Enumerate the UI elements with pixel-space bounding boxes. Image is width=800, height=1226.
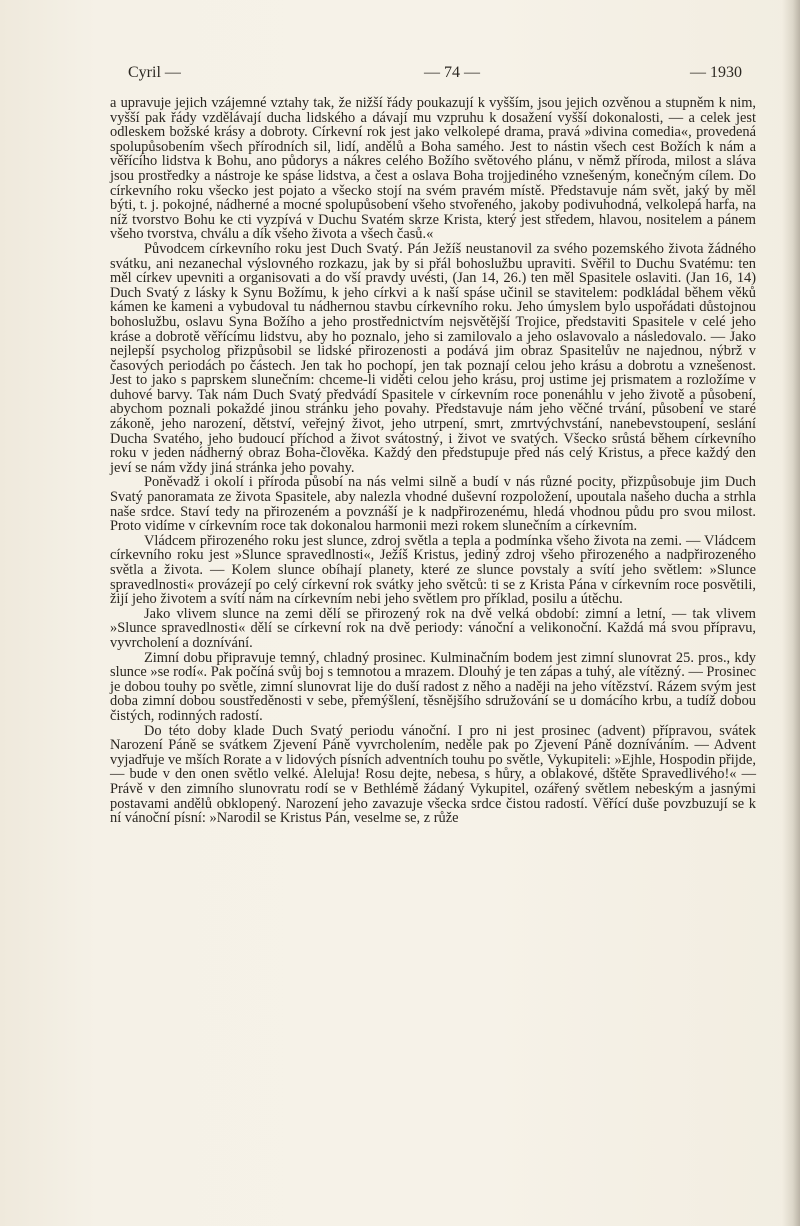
paragraph: Jako vlivem slunce na zemi dělí se přirozený rok na dvě velká období: zimní a letní, — tak vlivem »Slunce spravedlnosti« dělí se církevní rok na dvě periody: vánoční a velikonoční. Každá má svou přípravu, vyvrcholení a doznívání.	[110, 605, 756, 651]
running-header	[128, 64, 742, 86]
paragraph: Vládcem přirozeného roku jest slunce, zdroj světla a tepla a podmínka všeho života na zemi. — Vládcem církevního roku jest »Slunce spravedlnosti«, Ježíš Kristus, jediný zdroj všeho přirozeného a nadpřirozeného světla a života. — Kolem slunce obíhají planety, které ze slunce povstaly a svítí jeho světlem: »Slunce spravedlnosti« provázejí po celý církevní rok svátky jeho světců: ti se z Krista Pána v církevním roce posvětili, žijí jeho životem a svítí nám na církevním nebi jeho světlem pro příklad, posilu a útěchu.	[110, 532, 756, 608]
paragraph: Do této doby klade Duch Svatý periodu vánoční. I pro ni jest prosinec (advent) přípravou, svátek Narození Páně se svátkem Zjevení Páně vyvrcholením, neděle pak po Zjevení Páně dozníváním. — Advent vyjadřuje ve mších Rorate a v lidových písních adventních touhu po světle, Vykupiteli: »Ejhle, Hospodin přijde, — bude v den onen světlo velké. Aleluja! Rosu dejte, nebesa, s hůry, a oblakové, dštěte Spravedlivého!« — Právě v den zimního slunovratu rodí se v Bethlémě žádaný Vykupitel, ozářený světlem nebeským a jasnými postavami andělů obklopený. Narození jeho zavazuje všecka srdce čistou radostí. Věřící duše povzbuzují se k ní vánoční písní: »Narodil se Kristus Pán, veselme se, z růže	[110, 722, 756, 827]
paragraph: Původcem církevního roku jest Duch Svatý. Pán Ježíš neustanovil za svého pozemského života žádného svátku, ani nezanechal výslovného rozkazu, jak by si přál bohoslužbu upraviti. Svěřil to Duchu Svatému: ten měl církev upevniti a organisovati a do vší pravdy uvésti, (Jan 14, 26.) ten měl Spasitele oslaviti. (Jan 16, 14) Duch Svatý z lásky k Synu Božímu, k jeho církvi a k naší spáse učinil se stavitelem: podkládal během věků kámen ke kameni a vybudoval tu nádhernou stavbu církevního roku. Jeho úmyslem bylo uspořádati důstojnou bohoslužbu, oslavu Syna Božího a jeho prostřednictvím nejsvětější Trojice, představiti Spasitele v celé jeho kráse a dobrotě věřícímu lidstvu, aby ho poznalo, jeho si zamilovalo a jeho oslavovalo a následovalo. — Jako nejlepší psycholog přizpůsobil se lidské přirozenosti a podává jim obraz Spasitelův ne najednou, nýbrž v časových periodách po částech. Jen tak ho pochopí, jen tak poznají celou jeho krásu a dobrotu a vznešenost. Jest to jako s paprskem slunečním: chceme-li viděti celou jeho krásu, proj ustime jej prismatem a rozložíme v duhové barvy. Tak nám Duch Svatý předvádí Spasitele v církevním roce ponenáhlu v jeho životě a působení, abychom poznali pokaždé jinou stránku jeho povahy. Představuje nám jeho věčné trvání, působení ve staré zákoně, jeho narození, dětství, veřejný život, jeho utrpení, smrt, zmrtvýchvstání, nanebevstoupení, seslání Ducha Svatého, jeho budoucí příchod a život svátostný, i život ve svatých. Všecko srůstá během církevního roku v jeden nádherný obraz Boha-člověka. Každý den předstupuje před nás celý Kristus, a přece každý den jeví se nám vždy jiná stránka jeho povahy.	[110, 240, 756, 476]
header-journal-title: Cyril —	[128, 64, 181, 81]
header-year: — 1930	[690, 64, 742, 81]
paragraph: Zimní dobu připravuje temný, chladný prosinec. Kulminačním bodem jest zimní slunovrat 25. pros., kdy slunce »se rodí«. Pak počíná svůj boj s temnotou a mrazem. Dlouhý je ten zápas a tuhý, ale vítězný. — Prosinec je dobou touhy po světle, zimní slunovrat lije do duší radost z něho a naději na jeho vítězství. Rázem svým jest doba zimní dobou soustředěnosti v sebe, přemýšlení, těsnějšího sdružování se u domácího krbu, a tudíž dobou čistých, rodinných radostí.	[110, 649, 756, 724]
paragraph: a upravuje jejich vzájemné vztahy tak, že nižší řády poukazují k vyšším, jsou jejich ozvěnou a stupněm k nim, vyšší pak řády vzdělávají ducha lidského a dávají mu vzpruhu k dosažení vyšší dokonalosti, — a celek jest odleskem božské krásy a dobroty. Církevní rok jest jako velkolepé drama, pravá »divina comedia«, provedená spolupůsobením všech přírodních sil, lidí, andělů a Boha samého. Jest to nástin všech cest Božích k nám a věřícího lidstva k Bohu, ano půdorys a nákres celého Božího světového plánu, v němž příroda, milost a sláva jsou prostředky a nástroje ke spáse lidstva, a čest a oslava Boha trojjediného vznešeným, konečným cílem. Do církevního roku všecko jest pojato a všecko stojí na svém pravém místě. Představuje nám svět, jaký by měl býti, t. j. pokojné, nádherné a mocné spolupůsobení všeho stvořeného, jakoby podivuhodná, velkolepá harfa, na níž tvorstvo Bohu ke cti vyzpívá v Duchu Svatém skrze Krista, který jest středem, hlavou, nositelem a pánem všeho tvorstva, chválu a dík všeho života a všech časů.«	[110, 95, 756, 243]
body-text	[110, 96, 756, 826]
header-page-number: — 74 —	[424, 64, 480, 81]
page-fold-shadow	[782, 0, 800, 1226]
paragraph: Poněvadž i okolí i příroda působí na nás velmi silně a budí v nás různé pocity, přizpůsobuje jim Duch Svatý panoramata ze života Spasitele, aby nalezla vhodné duševní rozpoložení, upoutala našeho ducha a strhla naše srdce. Staví tedy na přirozeném a povznáší je k nadpřirozenému, hledá vhodnou půdu pro svou milost. Proto vidíme v církevním roce tak dokonalou harmonii mezi rokem slunečním a církevním.	[110, 474, 756, 535]
